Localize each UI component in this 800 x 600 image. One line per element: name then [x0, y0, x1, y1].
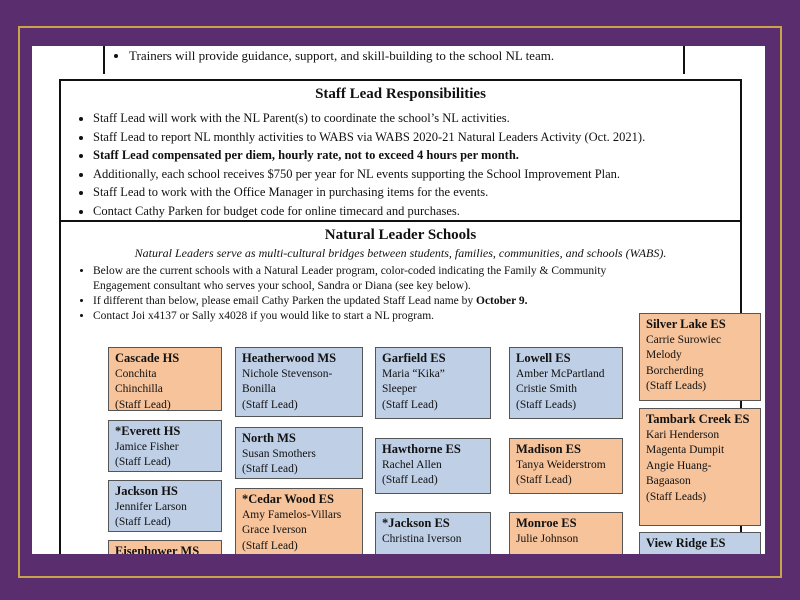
staff-lead-list: [61, 109, 740, 220]
school-name: *Cedar Wood ES: [242, 492, 334, 506]
staff-lead-name: Carrie Surowiec: [646, 333, 722, 346]
staff-lead-name: Cristie Smith: [516, 383, 578, 395]
staff-lead-name: Amber McPartland: [516, 367, 605, 380]
staff-lead-name: Rachel Allen: [382, 458, 442, 471]
list-item: • If different than below, please email Cathy Parken the updated Staff Lead name by October 9.: [93, 294, 633, 309]
school-card-madison: [509, 438, 623, 494]
school-card-hawthorne: [375, 438, 491, 494]
staff-lead-name: Bonilla: [242, 383, 276, 395]
school-card-silver-lake: [639, 313, 761, 401]
staff-lead-name: Sleeper: [382, 383, 417, 395]
school-name: Eisenhower MS: [115, 544, 200, 554]
staff-lead-name: (Staff Lead): [242, 398, 298, 411]
school-name: Cascade HS: [115, 351, 180, 365]
staff-lead-name: Borcherding: [646, 364, 704, 377]
schools-section: [59, 222, 750, 554]
list-item: • Contact Joi x4137 or Sally x4028 if you would like to start a NL program.: [93, 309, 633, 324]
staff-lead-name: Kari Henderson: [646, 428, 720, 441]
school-card-lowell: [509, 347, 623, 419]
school-name: View Ridge ES: [646, 536, 726, 550]
staff-lead-name: Jamice Fisher: [115, 440, 179, 453]
staff-lead-name: Grace Iverson: [242, 524, 307, 536]
list-item: • Staff Lead to work with the Office Manager in purchasing items for the events.: [93, 183, 740, 202]
staff-lead-name: Angie Huang-: [646, 459, 712, 472]
staff-lead-name: Julie Johnson: [516, 532, 579, 545]
staff-lead-name: Amy Famelos-Villars: [242, 508, 342, 521]
trainer-list: [105, 48, 554, 64]
section-title: Staff Lead Responsibilities: [315, 86, 486, 102]
school-name: Madison ES: [516, 442, 581, 456]
school-name: Jackson HS: [115, 484, 178, 498]
school-card-monroe: [509, 512, 623, 554]
staff-lead-name: Jennifer Larson: [115, 500, 187, 513]
staff-lead-name: (Staff Lead): [115, 398, 171, 411]
school-name: Heatherwood MS: [242, 351, 337, 365]
school-card-north: [235, 427, 363, 479]
school-card-eisenhower: [108, 540, 222, 554]
staff-lead-name: (Staff Lead): [516, 474, 572, 486]
staff-lead-name: (Staff Lead): [242, 539, 298, 552]
school-name: Hawthorne ES: [382, 442, 461, 456]
school-name: *Everett HS: [115, 424, 181, 438]
schools-info-list: [61, 264, 633, 324]
school-card-jackson-es: [375, 512, 491, 554]
list-item: • Trainers will provide guidance, support, and skill-building to the school NL team.: [129, 48, 554, 64]
list-item: • Staff Lead to report NL monthly activities to WABS via WABS 2020-21 Natural Leaders Activity (Oct. 2021).: [93, 128, 740, 147]
staff-lead-name: Chinchilla: [115, 383, 163, 395]
list-item: • Below are the current schools with a Natural Leader program, color-coded indicating the Family & Community Engagement consultant who serves your school, Sandra or Diana (see key below).: [93, 264, 633, 294]
school-card-everett: [108, 420, 222, 472]
school-name: Lowell ES: [516, 351, 571, 365]
school-name: Garfield ES: [382, 351, 446, 365]
list-item: • Contact Cathy Parken for budget code for online timecard and purchases.: [93, 202, 740, 221]
staff-lead-name: Nichole Stevenson-: [242, 367, 333, 380]
school-card-cedar-wood: [235, 488, 363, 554]
section-title: Natural Leader Schools: [324, 227, 477, 243]
list-item: • Additionally, each school receives $750 per year for NL events supporting the School Improvement Plan.: [93, 165, 740, 184]
staff-lead-name: Bagaason: [646, 475, 691, 487]
staff-lead-name: Melody: [646, 349, 682, 361]
staff-lead-name: Susan Smothers: [242, 447, 316, 460]
staff-lead-name: Magenta Dumpit: [646, 444, 725, 456]
list-item: • Staff Lead will work with the NL Parent(s) to coordinate the school’s NL activities.: [93, 109, 740, 128]
school-card-heatherwood: [235, 347, 363, 417]
staff-lead-name: Tanya Weiderstrom: [516, 458, 606, 471]
school-name: Silver Lake ES: [646, 317, 726, 331]
staff-lead-name: (Staff Leads): [646, 380, 707, 392]
school-name: North MS: [242, 431, 296, 445]
staff-lead-name: (Staff Lead): [115, 456, 171, 468]
staff-lead-name: Maria “Kika”: [382, 367, 445, 380]
staff-lead-name: (Staff Lead): [382, 398, 438, 411]
staff-lead-name: Christina Iverson: [382, 532, 462, 545]
school-card-jackson-hs: [108, 480, 222, 532]
list-item: • Staff Lead compensated per diem, hourly rate, not to exceed 4 hours per month.: [93, 146, 740, 165]
staff-lead-name: (Staff Lead): [115, 516, 171, 528]
staff-lead-name: Conchita: [115, 367, 157, 380]
school-name: Tambark Creek ES: [646, 412, 750, 426]
school-card-garfield: [375, 347, 491, 419]
school-card-cascade: [108, 347, 222, 411]
section-subtitle: Natural Leaders serve as multi-cultural bridges between students, families, communities, and schools (WABS).: [134, 246, 667, 260]
staff-lead-name: (Staff Leads): [646, 490, 707, 503]
staff-lead-section: [59, 79, 742, 222]
staff-lead-name: (Staff Lead): [242, 463, 298, 475]
school-card-tambark: [639, 408, 761, 526]
school-card-view-ridge: [639, 532, 761, 554]
staff-lead-name: (Staff Leads): [516, 398, 577, 411]
trainer-section: [103, 46, 685, 74]
school-name: *Jackson ES: [382, 516, 450, 530]
staff-lead-name: (Staff Lead): [382, 474, 438, 486]
document-page: [32, 46, 765, 554]
school-name: Monroe ES: [516, 516, 577, 530]
